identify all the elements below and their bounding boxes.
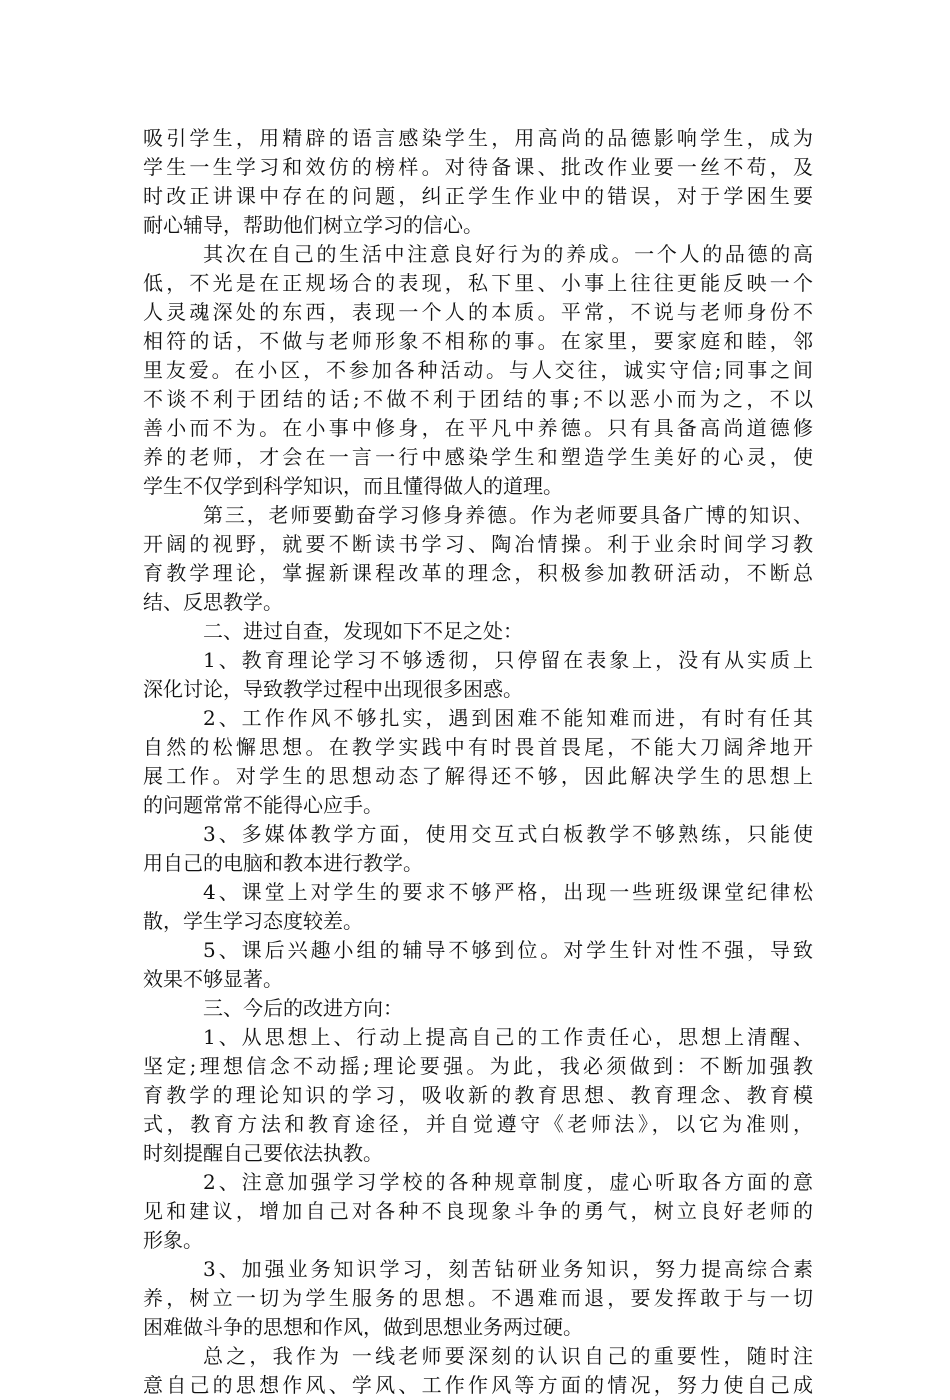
text-line: 困难做斗争的思想和作风，做到思想业务两过硬。 [143, 1315, 583, 1339]
text-line: 开阔的视野，就要不断读书学习、陶冶情操。利于业余时间学习教 [143, 532, 813, 556]
text-line: 效果不够显著。 [143, 967, 283, 991]
text-line: 耐心辅导，帮助他们树立学习的信心。 [143, 213, 483, 237]
text-line: 总之，我作为 一线老师要深刻的认识自己的重要性，随时注 [203, 1344, 813, 1368]
text-line: 二、进过自查，发现如下不足之处： [203, 619, 523, 643]
text-line: 深化讨论，导致教学过程中出现很多困惑。 [143, 677, 523, 701]
text-line: 学生不仅学到科学知识，而且懂得做人的道理。 [143, 474, 563, 498]
text-line: 时改正讲课中存在的问题，纠正学生作业中的错误，对于学困生要 [143, 184, 813, 208]
text-line: 展工作。对学生的思想动态了解得还不够，因此解决学生的思想上 [143, 764, 813, 788]
text-line: 1、从思想上、行动上提高自己的工作责任心，思想上清醒、 [203, 1025, 813, 1049]
text-line: 的问题常常不能得心应手。 [143, 793, 383, 817]
text-line: 1、教育理论学习不够透彻，只停留在表象上，没有从实质上 [203, 648, 813, 672]
text-line: 三、今后的改进方向： [203, 996, 403, 1020]
text-line: 4、课堂上对学生的要求不够严格，出现一些班级课堂纪律松 [203, 880, 813, 904]
text-line: 见和建议，增加自己对各种不良现象斗争的勇气，树立良好老师的 [143, 1199, 813, 1223]
text-line: 2、工作作风不够扎实，遇到困难不能知难而进，有时有任其 [203, 706, 813, 730]
text-line: 2、注意加强学习学校的各种规章制度，虚心听取各方面的意 [203, 1170, 813, 1194]
text-line: 5、课后兴趣小组的辅导不够到位。对学生针对性不强，导致 [203, 938, 813, 962]
text-line: 善小而不为。在小事中修身，在平凡中养德。只有具备高尚道德修 [143, 416, 813, 440]
text-line: 育教学理论，掌握新课程改革的理念，积极参加教研活动，不断总 [143, 561, 813, 585]
text-line: 结、反思教学。 [143, 590, 283, 614]
text-line: 里友爱。在小区，不参加各种活动。与人交往，诚实守信;同事之间 [143, 358, 813, 382]
text-line: 吸引学生，用精辟的语言感染学生，用高尚的品德影响学生，成为 [143, 126, 813, 150]
text-line: 散，学生学习态度较差。 [143, 909, 363, 933]
text-line: 相符的话，不做与老师形象不相称的事。在家里，要家庭和睦，邻 [143, 329, 813, 353]
text-line: 3、多媒体教学方面，使用交互式白板教学不够熟练，只能使 [203, 822, 813, 846]
text-line: 第三，老师要勤奋学习修身养德。作为老师要具备广博的知识、 [203, 503, 813, 527]
text-line: 3、加强业务知识学习，刻苦钻研业务知识，努力提高综合素 [203, 1257, 813, 1281]
text-line: 自然的松懈思想。在教学实践中有时畏首畏尾，不能大刀阔斧地开 [143, 735, 813, 759]
text-line: 育教学的理论知识的学习，吸收新的教育思想、教育理念、教育模 [143, 1083, 813, 1107]
text-line: 时刻提醒自己要依法执教。 [143, 1141, 383, 1165]
text-line: 学生一生学习和效仿的榜样。对待备课、批改作业要一丝不苟，及 [143, 155, 813, 179]
text-line: 不谈不利于团结的话;不做不利于团结的事;不以恶小而为之，不以 [143, 387, 813, 411]
text-line: 用自己的电脑和教本进行教学。 [143, 851, 423, 875]
document-body [143, 124, 813, 1400]
text-line: 养，树立一切为学生服务的思想。不遇难而退，要发挥敢于与一切 [143, 1286, 813, 1310]
text-line: 形象。 [143, 1228, 203, 1252]
text-line: 意自己的思想作风、学风、工作作风等方面的情况，努力使自己成 [143, 1373, 813, 1397]
text-line: 其次在自己的生活中注意良好行为的养成。一个人的品德的高 [203, 242, 813, 266]
text-line: 式，教育方法和教育途径，并自觉遵守《老师法》，以它为准则， [143, 1112, 813, 1136]
text-line: 坚定;理想信念不动摇;理论要强。为此，我必须做到：不断加强教 [143, 1054, 813, 1078]
text-line: 人灵魂深处的东西，表现一个人的本质。平常，不说与老师身份不 [143, 300, 813, 324]
text-line: 低，不光是在正规场合的表现，私下里、小事上往往更能反映一个 [143, 271, 813, 295]
text-line: 养的老师，才会在一言一行中感染学生和塑造学生美好的心灵，使 [143, 445, 813, 469]
